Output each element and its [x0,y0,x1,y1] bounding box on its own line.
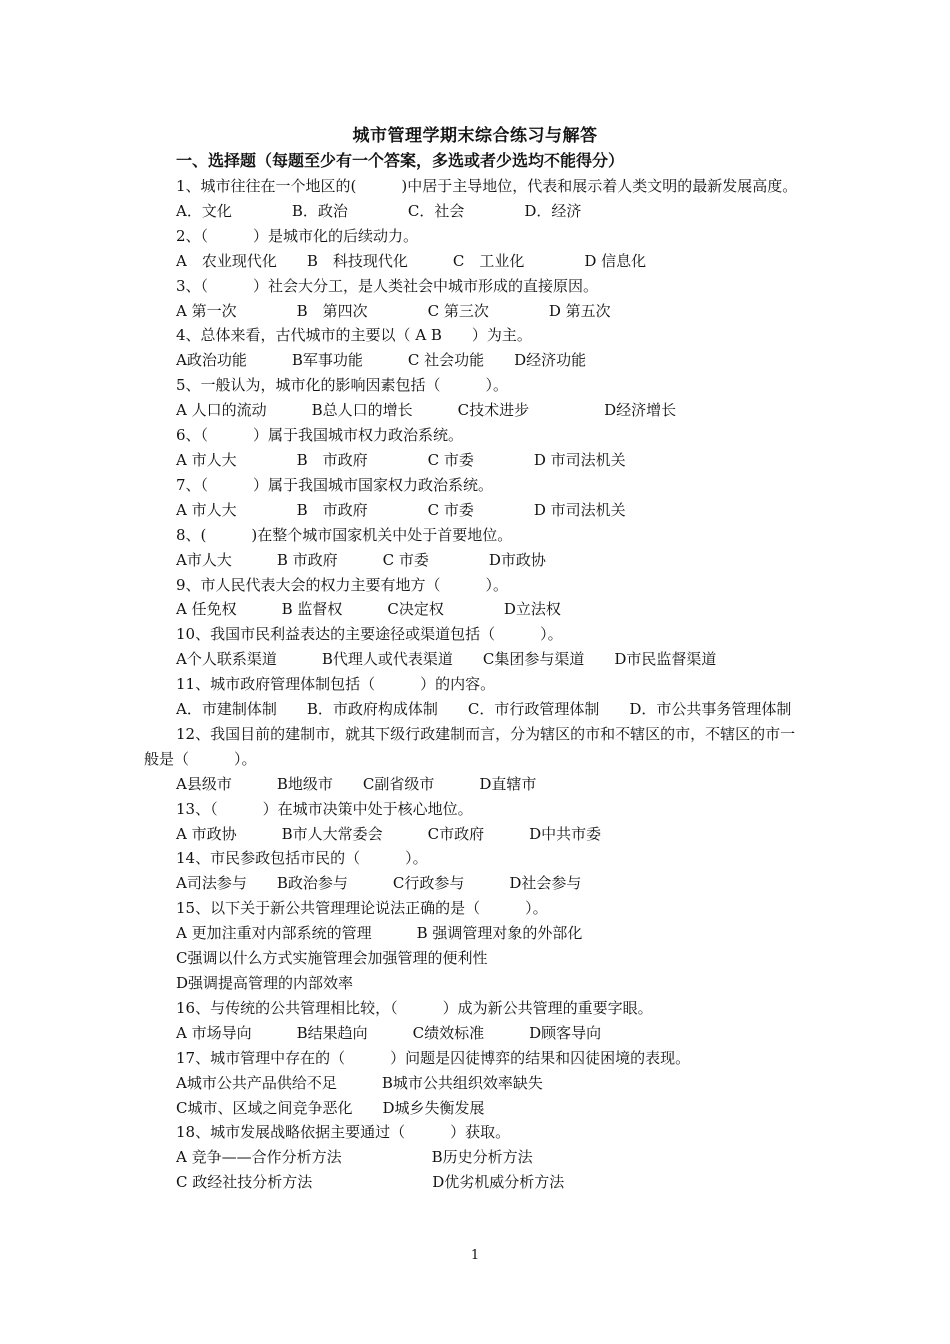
section-heading: 一、选择题（每题至少有一个答案，多选或者少选均不能得分） [176,151,625,170]
question-stem: 11、城市政府管理体制包括（ ）的内容。 [176,675,496,694]
question-options: A城市公共产品供给不足 B城市公共组织效率缺失 [176,1073,543,1092]
question-options: A县级市 B地级市 C副省级市 D直辖市 [176,774,537,793]
question-stem: 13、（ ）在城市决策中处于核心地位。 [176,799,473,818]
question-options: A市人大 B 市政府 C 市委 D市政协 [176,550,546,569]
question-stem: 18、城市发展战略依据主要通过（ ）获取。 [176,1123,511,1142]
question-stem: 2、（ ）是城市化的后续动力。 [176,226,419,245]
question-options: A 市政协 B市人大常委会 C市政府 D中共市委 [176,824,602,843]
question-options: A 市人大 B 市政府 C 市委 D 市司法机关 [176,450,626,469]
question-stem: 14、市民参政包括市民的（ ）。 [176,849,428,868]
question-stem: 5、一般认为，城市化的影响因素包括（ ）。 [176,376,509,395]
question-options: A．市建制体制 B．市政府构成体制 C．市行政管理体制 D．市公共事务管理体制 [176,700,792,719]
question-options: A 更加注重对内部系统的管理 B 强调管理对象的外部化 [176,924,583,943]
question-options: C强调以什么方式实施管理会加强管理的便利性 [176,949,488,968]
question-stem: 17、城市管理中存在的（ ）问题是囚徒博弈的结果和囚徒困境的表现。 [176,1048,691,1067]
document-title: 城市管理学期末综合练习与解答 [352,126,598,146]
question-options: A 竞争——合作分析方法 B历史分析方法 [176,1148,533,1167]
question-list [144,174,810,1195]
page-number: 1 [470,1248,480,1263]
question-options: A个人联系渠道 B代理人或代表渠道 C集团参与渠道 D市民监督渠道 [176,650,717,669]
question-stem: 1、城市往往在一个地区的( )中居于主导地位，代表和展示着人类文明的最新发展高度。 [176,177,798,195]
question-options: D强调提高管理的内部效率 [176,974,354,992]
question-stem: 6、（ ）属于我国城市权力政治系统。 [176,426,464,445]
question-stem: 4、总体来看，古代城市的主要以（ A B ）为主。 [176,326,532,345]
question-options: A．文化 B．政治 C．社会 D．经济 [176,201,582,220]
question-options: A政治功能 B军事功能 C 社会功能 D经济功能 [176,351,587,370]
question-options: A 市场导向 B结果趋向 C绩效标准 D顾客导向 [176,1023,602,1042]
question-stem: 15、以下关于新公共管理理论说法正确的是（ ）。 [176,899,548,918]
question-options: C 政经社技分析方法 D优劣机威分析方法 [176,1173,565,1192]
question-stem: 3、（ ）社会大分工，是人类社会中城市形成的直接原因。 [176,276,599,295]
question-stem: 12、我国目前的建制市，就其下级行政建制而言，分为辖区的市和不辖区的市，不辖区的市一般是（ ）。 [144,724,796,768]
question-stem: 10、我国市民利益表达的主要途径或渠道包括（ ）。 [176,625,563,644]
question-stem: 9、市人民代表大会的权力主要有地方（ ）。 [176,575,509,594]
question-stem: 16、与传统的公共管理相比较，（ ）成为新公共管理的重要字眼。 [176,998,653,1017]
question-options: A 第一次 B 第四次 C 第三次 D 第五次 [176,301,611,320]
question-options: C城市、区域之间竞争恶化 D城乡失衡发展 [176,1098,485,1117]
question-options: A司法参与 B政治参与 C行政参与 D社会参与 [176,874,582,893]
question-stem: 8、( )在整个城市国家机关中处于首要地位。 [176,525,513,544]
question-options: A 农业现代化 B 科技现代化 C 工业化 D 信息化 [176,251,647,270]
question-options: A 任免权 B 监督权 C决定权 D立法权 [176,600,561,619]
question-stem: 7、（ ）属于我国城市国家权力政治系统。 [176,475,494,494]
question-options: A 市人大 B 市政府 C 市委 D 市司法机关 [176,500,626,519]
question-options: A 人口的流动 B总人口的增长 C技术进步 D经济增长 [176,401,677,420]
